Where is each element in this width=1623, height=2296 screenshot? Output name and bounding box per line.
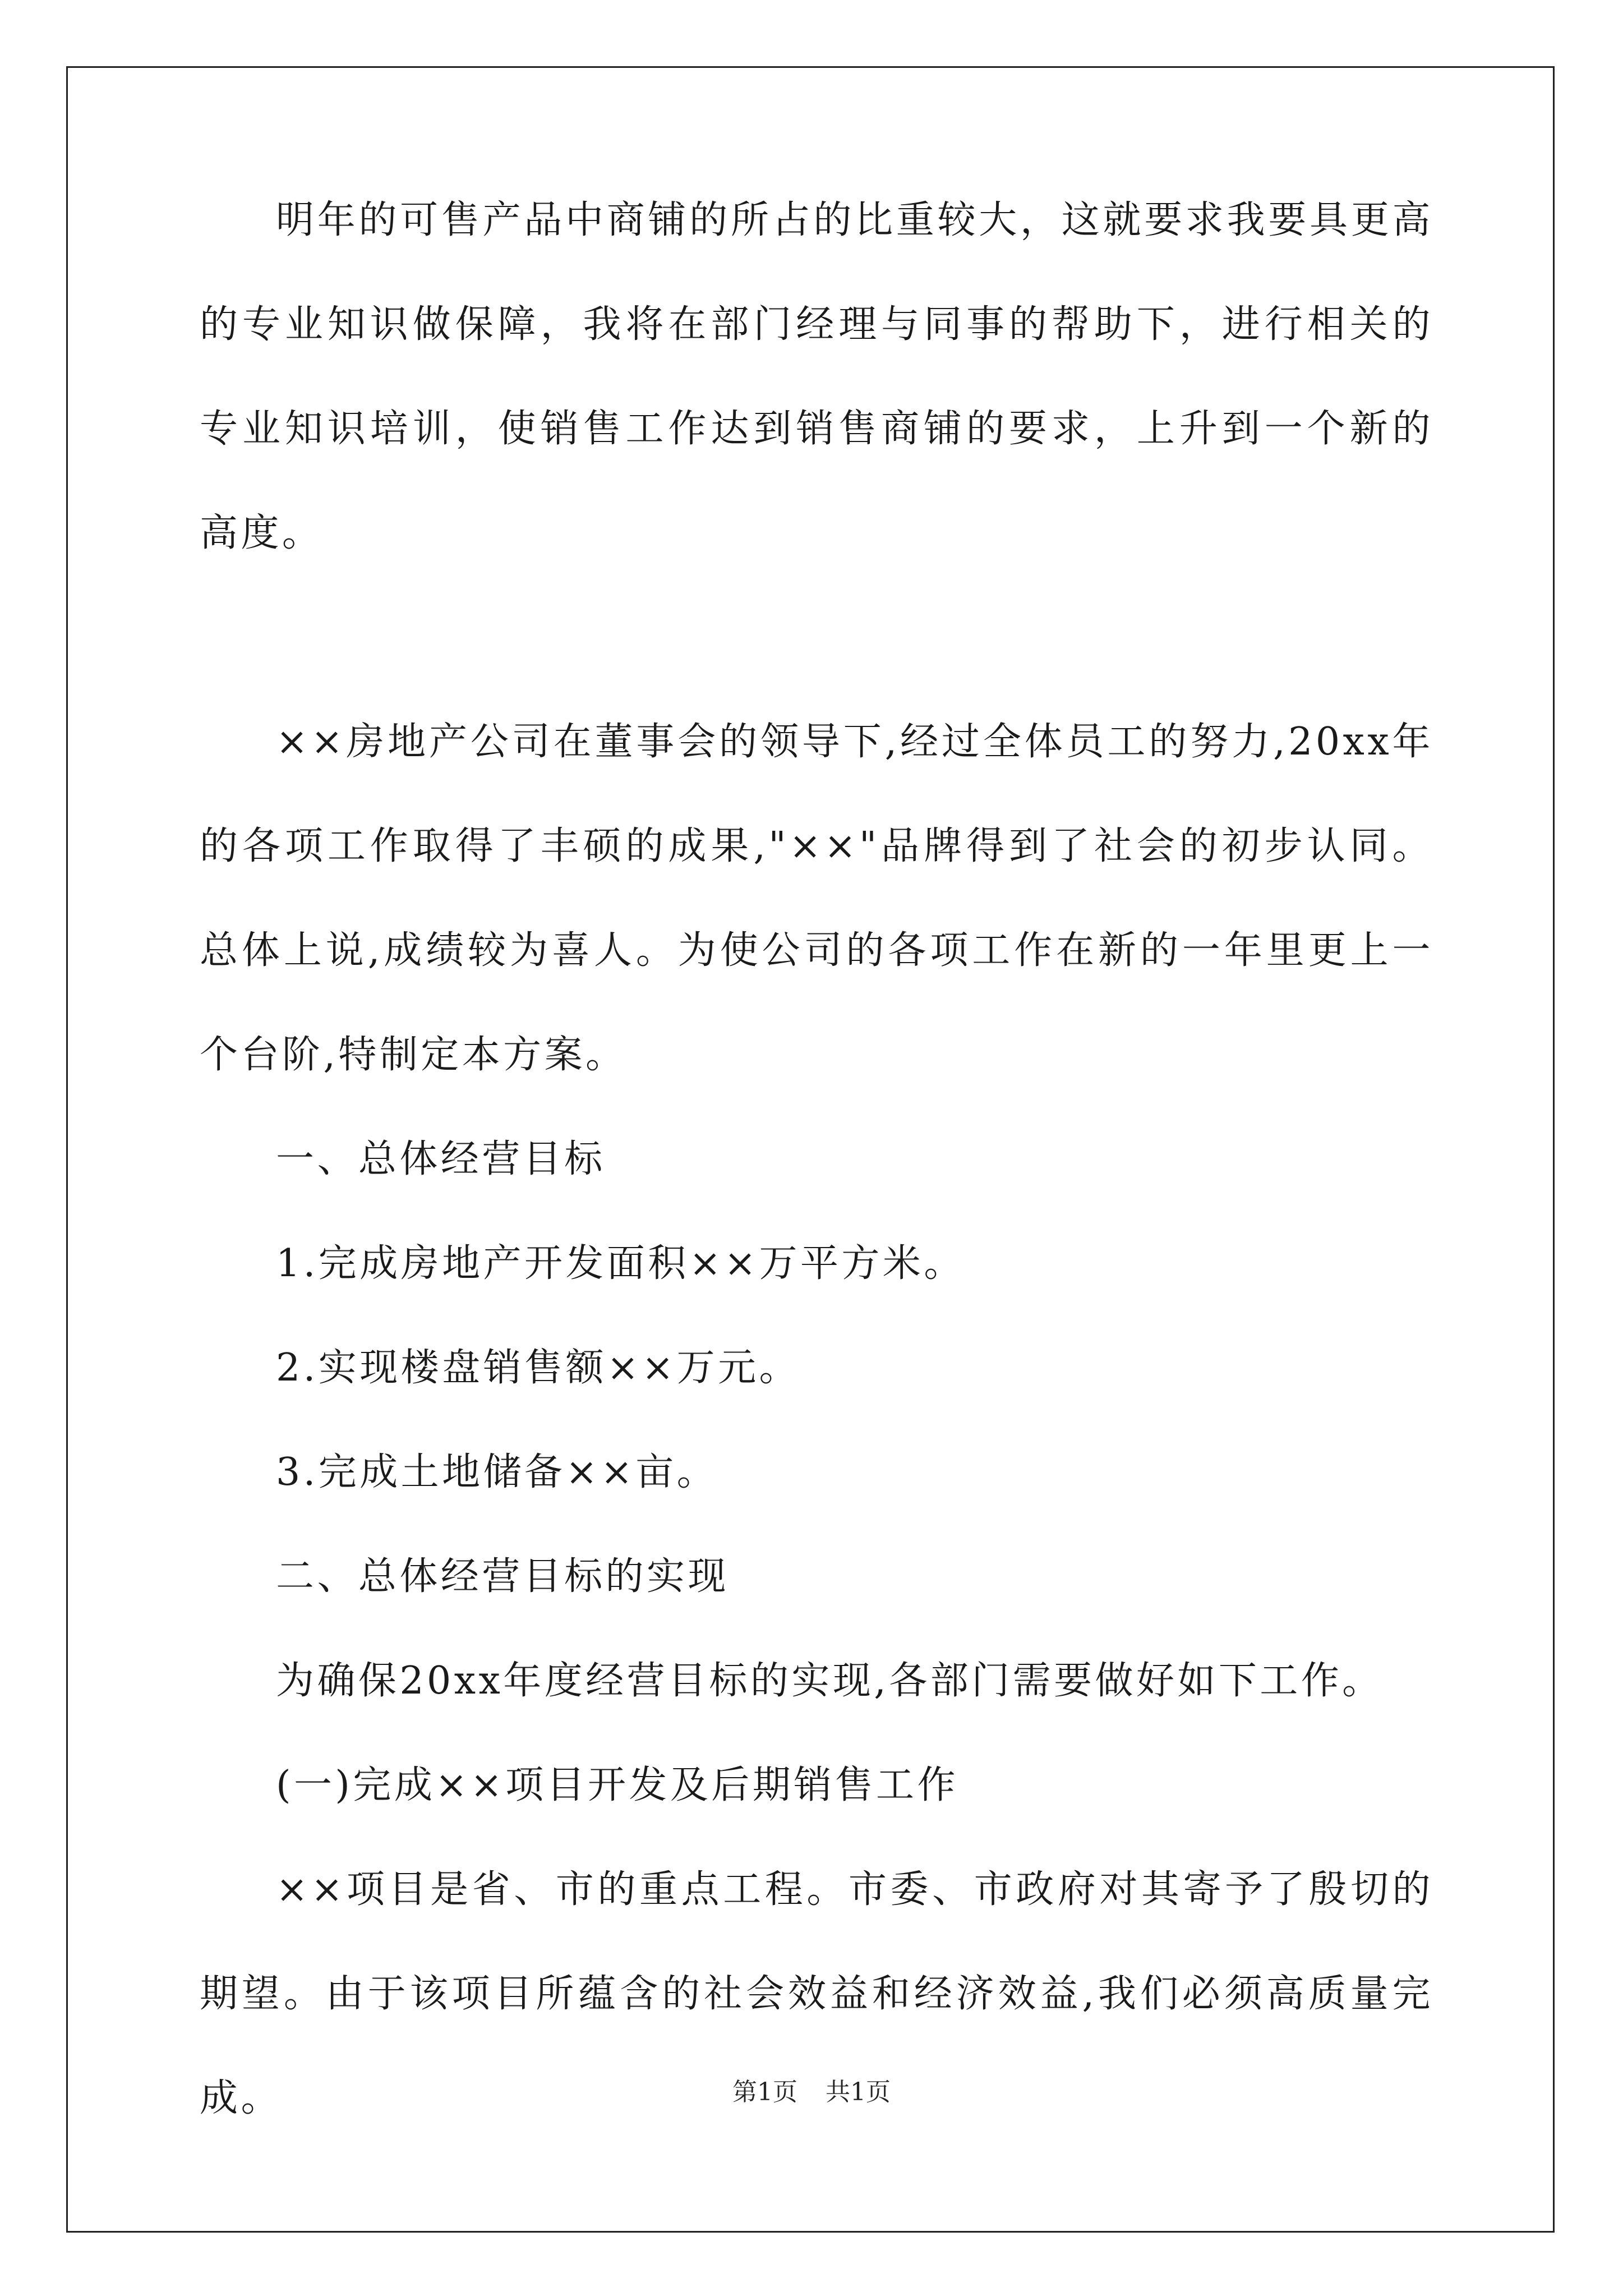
paragraph-work-requirements: 为确保20xx年度经营目标的实现,各部门需要做好如下工作。: [276, 1659, 1384, 1703]
heading-goal-realization: 二、总体经营目标的实现: [276, 1554, 729, 1599]
page-number-current: 第1页: [732, 2078, 797, 2106]
page-footer: [0, 2076, 1623, 2109]
goal-item-2: 2.实现楼盘销售额××万元。: [276, 1346, 800, 1390]
document-body: [200, 168, 1433, 2151]
paragraph-project-description: ××项目是省、市的重点工程。市委、市政府对其寄予了殷切的期望。由于该项目所蕴含的社会效益和经济效益,我们必须高质量完成。: [200, 1867, 1433, 2120]
goal-item-3: 3.完成土地储备××亩。: [276, 1450, 718, 1494]
heading-overall-goals: 一、总体经营目标: [276, 1137, 606, 1181]
paragraph-intro: ××房地产公司在董事会的领导下,经过全体员工的努力,20xx年的各项工作取得了丰硕的成果,"××"品牌得到了社会的初步认同。总体上说,成绩较为喜人。为使公司的各项工作在新的一年里更上一个台阶,特制定本方案。: [200, 720, 1433, 1077]
paragraph-gap: [200, 586, 1433, 690]
page-number-total: 共1页: [826, 2078, 891, 2106]
goal-item-1: 1.完成房地产开发面积××万平方米。: [276, 1241, 965, 1286]
paragraph-shop-sales: 明年的可售产品中商铺的所占的比重较大，这就要求我要具更高的专业知识做保障，我将在部门经理与同事的帮助下，进行相关的专业知识培训，使销售工作达到销售商铺的要求，上升到一个新的高度。: [200, 198, 1433, 555]
subheading-project-development: (一)完成××项目开发及后期销售工作: [276, 1763, 958, 1807]
